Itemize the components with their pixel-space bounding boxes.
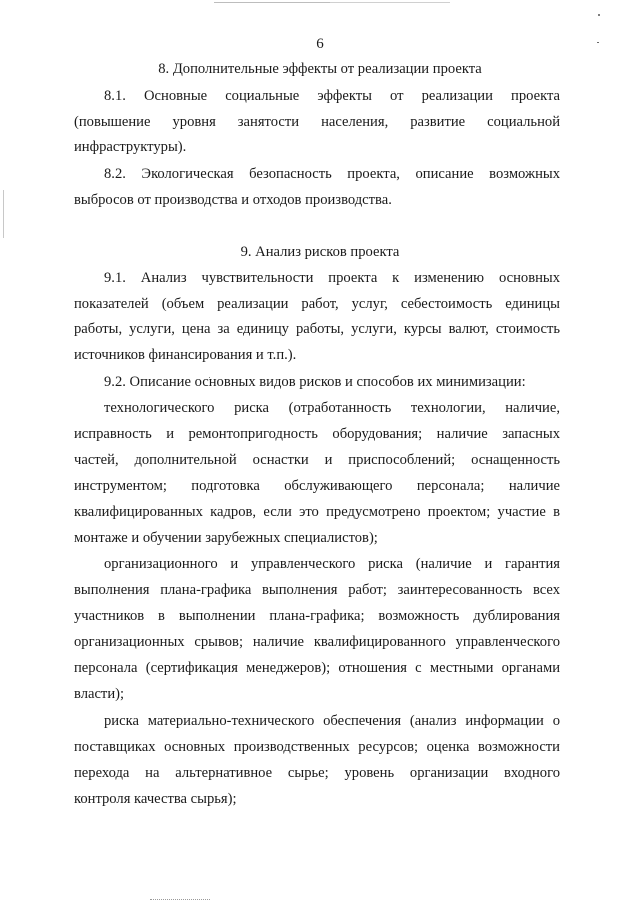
scan-edge-dots	[150, 899, 210, 900]
paragraph-9-1-line: показателей (объем реализации работ, услуг, себестоимость единицы	[74, 296, 560, 312]
org-risk-line: персонала (сертификация менеджеров); отношения с местными органами	[74, 660, 560, 676]
section-heading-9: 9. Анализ рисков проекта	[240, 244, 400, 260]
page-number: 6	[316, 36, 324, 52]
org-risk-line: организационных срывов; наличие квалифицированного управленческого	[74, 634, 560, 650]
org-risk-line: выполнения плана-графика выполнения работ; заинтересованность всех	[74, 582, 560, 598]
org-risk-line: власти);	[74, 686, 125, 702]
section-heading-8: 8. Дополнительные эффекты от реализации проекта	[158, 61, 482, 77]
paragraph-8-1-line: (повышение уровня занятости населения, развитие социальной	[74, 114, 560, 130]
paragraph-8-2-line: 8.2. Экологическая безопасность проекта, описание возможных	[104, 166, 560, 182]
supply-risk-line: поставщиках основных производственных ресурсов; оценка возможности	[74, 739, 560, 755]
tech-risk-line: монтаже и обучении зарубежных специалистов);	[74, 530, 378, 546]
tech-risk-line: исправность и ремонтопригодность оборудования; наличие запасных	[74, 426, 560, 442]
paragraph-9-2: 9.2. Описание основных видов рисков и способов их минимизации:	[104, 374, 526, 390]
tech-risk-line: инструментом; подготовка обслуживающего персонала; наличие	[74, 478, 560, 494]
org-risk-line: организационного и управленческого риска (наличие и гарантия	[104, 556, 560, 572]
paragraph-9-1-line: источников финансирования и т.п.).	[74, 347, 297, 363]
scan-speck	[598, 14, 600, 16]
supply-risk-line: перехода на альтернативное сырье; уровень организации входного	[74, 765, 560, 781]
paragraph-8-1-line: инфраструктуры).	[74, 139, 187, 155]
paragraph-8-2-line: выбросов от производства и отходов производства.	[74, 192, 392, 208]
scan-edge-mark	[3, 190, 4, 238]
supply-risk-line: риска материально-технического обеспечения (анализ информации о	[104, 713, 560, 729]
paragraph-9-1-line: 9.1. Анализ чувствительности проекта к изменению основных	[104, 270, 560, 286]
paragraph-8-1-line: 8.1. Основные социальные эффекты от реализации проекта	[104, 88, 560, 104]
tech-risk-line: квалифицированных кадров, если это предусмотрено проектом; участие в	[74, 504, 560, 520]
tech-risk-line: технологического риска (отработанность технологии, наличие,	[104, 400, 560, 416]
scan-edge-line	[330, 2, 450, 3]
paragraph-9-1-line: работы, услуги, цена за единицу работы, услуги, курсы валют, стоимость	[74, 321, 560, 337]
tech-risk-line: частей, дополнительной оснастки и приспособлений; оснащенность	[74, 452, 560, 468]
supply-risk-line: контроля качества сырья);	[74, 791, 237, 807]
org-risk-line: участников в выполнении плана-графика; возможность дублирования	[74, 608, 560, 624]
